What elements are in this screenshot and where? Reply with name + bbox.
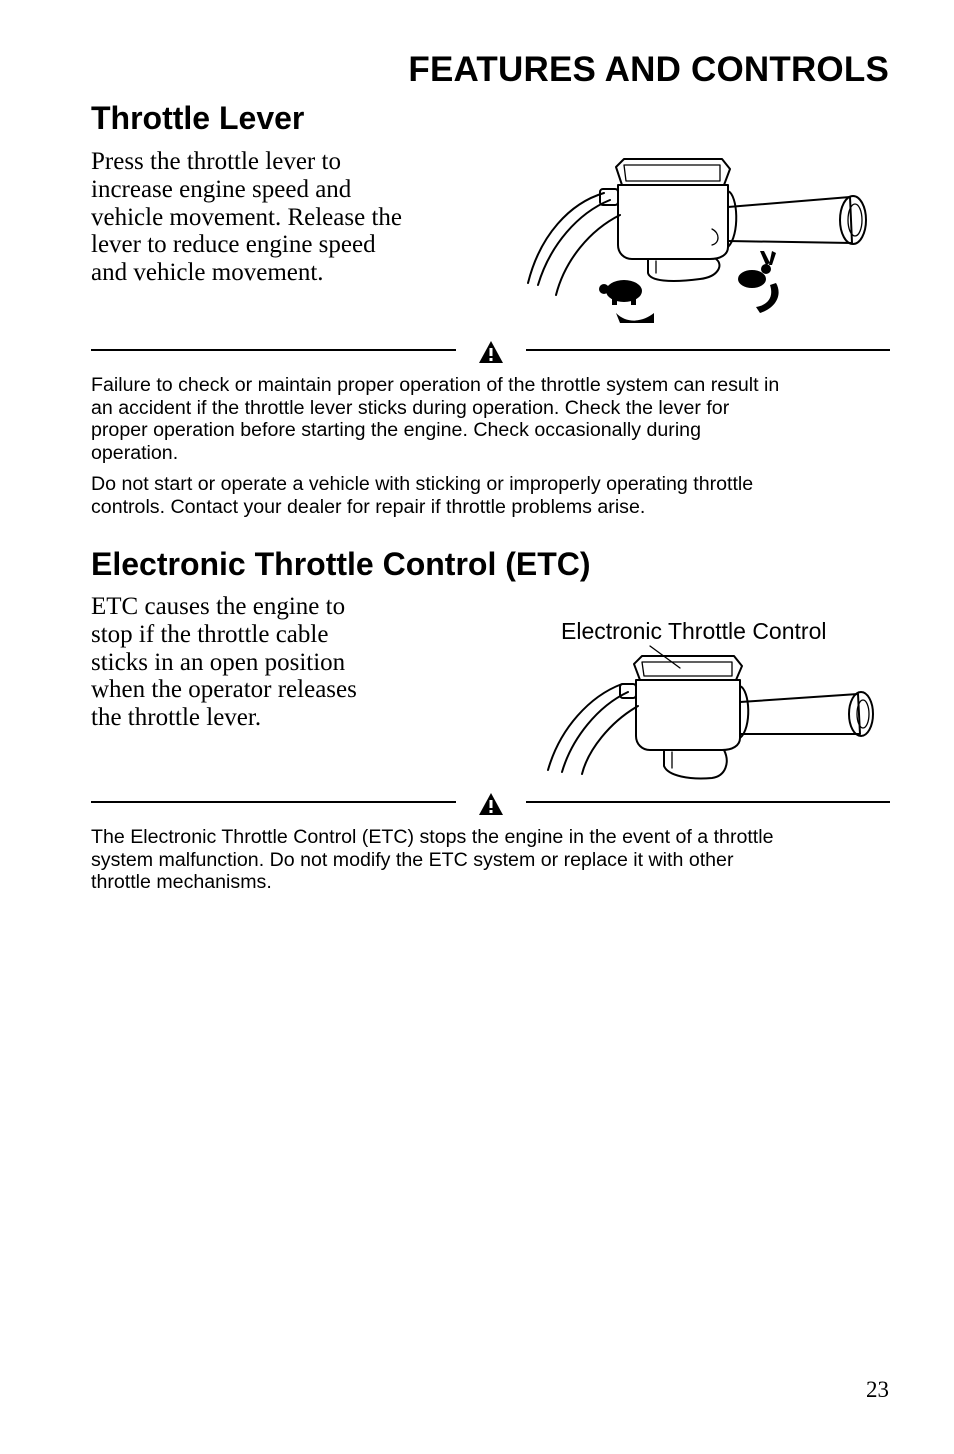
page-number: 23 xyxy=(866,1377,889,1402)
warning-line: an accident if the throttle lever sticks during operation. Check the lever for xyxy=(91,396,730,419)
figure-caption-etc: Electronic Throttle Control xyxy=(561,618,827,644)
warning-line: operation. xyxy=(91,441,179,464)
housing-top-inner xyxy=(642,662,732,676)
body-line: vehicle movement. Release the xyxy=(91,203,402,231)
body-line: and vehicle movement. xyxy=(91,259,324,287)
warning-line: system malfunction. Do not modify the ETC system or replace it with other xyxy=(91,848,734,871)
warning-rule-right xyxy=(526,801,890,803)
housing-body xyxy=(618,185,728,259)
throttle-lever-paddle xyxy=(664,750,727,779)
warning-line: The Electronic Throttle Control (ETC) stops the engine in the event of a throttle xyxy=(91,826,774,848)
section-title-throttle-lever: Throttle Lever xyxy=(91,100,305,136)
warning-line: Do not start or operate a vehicle with sticking or improperly operating throttle xyxy=(91,473,754,495)
cable-line xyxy=(556,215,620,295)
body-line: sticks in an open position xyxy=(91,648,346,676)
body-line: lever to reduce engine speed xyxy=(91,231,376,259)
housing-body xyxy=(636,680,740,750)
grip-collar xyxy=(712,229,718,245)
warning-line: proper operation before starting the engine. Check occasionally during xyxy=(91,419,701,441)
warning-rule-left xyxy=(91,801,456,803)
throttle-lever-body xyxy=(91,148,402,287)
housing-top-inner xyxy=(624,165,720,181)
warning-paragraph xyxy=(91,473,891,518)
throttle-lever-illustration xyxy=(520,155,880,330)
etc-body xyxy=(91,593,357,732)
cable-line xyxy=(538,200,610,285)
housing-side xyxy=(740,686,748,738)
cable-line xyxy=(582,706,638,774)
grip-outline xyxy=(728,197,852,243)
body-line: Press the throttle lever to xyxy=(91,148,341,175)
section-title-etc: Electronic Throttle Control (ETC) xyxy=(91,546,591,582)
etc-illustration xyxy=(540,642,885,782)
warning-rule-left xyxy=(91,349,456,351)
warning-paragraph xyxy=(91,826,891,894)
warning-paragraph xyxy=(91,374,891,464)
rabbit-icon xyxy=(738,251,779,313)
housing-side xyxy=(728,191,736,247)
body-line: the throttle lever. xyxy=(91,704,262,732)
grip-outline xyxy=(740,694,860,734)
turtle-icon xyxy=(599,280,654,323)
warning-rule-right xyxy=(526,349,890,351)
warning-triangle-icon xyxy=(478,792,504,816)
warning-line: throttle mechanisms. xyxy=(91,871,272,893)
body-line: ETC causes the engine to xyxy=(91,593,346,620)
body-line: increase engine speed and xyxy=(91,175,352,203)
warning-line: controls. Contact your dealer for repair if throttle problems arise. xyxy=(91,495,646,518)
cable-line xyxy=(562,692,628,772)
warning-line: Failure to check or maintain proper operation of the throttle system can result in xyxy=(91,374,780,396)
body-line: when the operator releases xyxy=(91,676,357,704)
warning-triangle-icon xyxy=(478,340,504,364)
body-line: stop if the throttle cable xyxy=(91,620,329,648)
throttle-lever-paddle xyxy=(648,259,719,281)
chapter-title: FEATURES AND CONTROLS xyxy=(408,50,889,89)
